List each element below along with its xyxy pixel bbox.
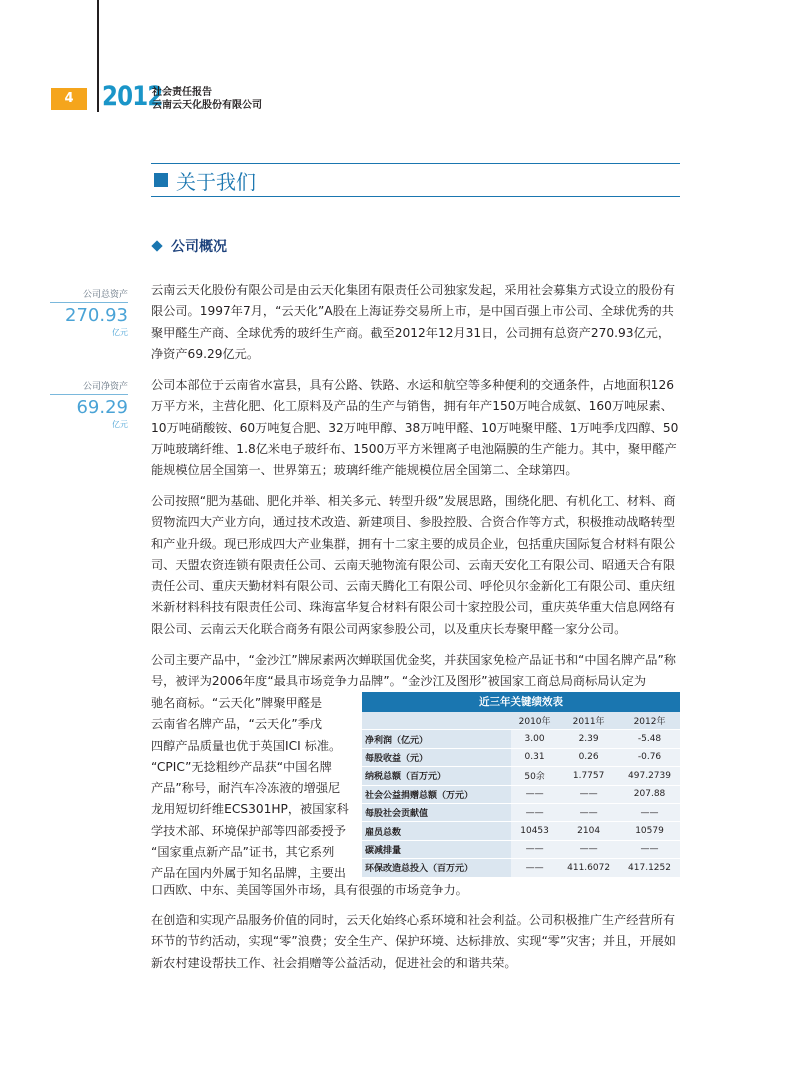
text-line: 龙用短切纤维ECS301HP，被国家科 — [151, 802, 349, 817]
cell: —— — [558, 785, 619, 803]
table-row — [362, 785, 680, 803]
cell: 10579 — [619, 822, 680, 840]
stat-value: 69.29 — [76, 397, 128, 418]
header-cell — [362, 712, 511, 730]
row-label: 净利润（亿元） — [362, 730, 511, 748]
report-year: 2012 — [102, 81, 163, 112]
paragraph-markets: 口西欧、中东、美国等国外市场，具有很强的市场竞争力。 — [151, 883, 468, 897]
cell: —— — [558, 803, 619, 821]
subsection-title: 公司概况 — [171, 239, 227, 255]
header-cell: 2011年 — [558, 712, 619, 730]
paragraph-products-cont — [151, 693, 356, 885]
cell: —— — [558, 840, 619, 858]
table-title: 近三年关键绩效表 — [362, 692, 680, 712]
cell: 50余 — [511, 767, 558, 785]
table-row — [362, 840, 680, 858]
company-name: 云南云天化股份有限公司 — [152, 100, 262, 111]
cell: —— — [619, 803, 680, 821]
table-row — [362, 748, 680, 766]
header-divider — [97, 0, 99, 112]
cell: —— — [511, 859, 558, 877]
row-label: 社会公益捐赠总额（万元） — [362, 785, 511, 803]
cell: —— — [511, 840, 558, 858]
table-row — [362, 730, 680, 748]
text-line: 云南省名牌产品，“云天化”季戊 — [151, 717, 323, 732]
section-heading — [151, 166, 256, 194]
text-line: 产品”称号，耐汽车冷冻液的增强尼 — [151, 781, 341, 796]
subsection-heading — [153, 236, 227, 256]
text-line: 学技术部、环境保护部等四部委授予 — [151, 823, 346, 838]
cell: -0.76 — [619, 748, 680, 766]
stat-value: 270.93 — [65, 305, 128, 326]
cell: 2104 — [558, 822, 619, 840]
text-line: “国家重点新产品”证书，其它系列 — [151, 845, 335, 860]
row-label: 雇员总数 — [362, 822, 511, 840]
paragraph-strategy: 公司按照“肥为基础、肥化并举、相关多元、转型升级”发展思路，围绕化肥、有机化工、材料、商贸物流四大产业方向，通过技术改造、新建项目、参股控股、合资合作等方式，积极推动战略转型和产业升级。现已形成四大产业集群，拥有十二家主要的成员企业，包括重庆国际复合材料有限公司、天盟农资连锁有限责任公司、云南天驰物流有限公司、云南天安化工有限公司、昭通天合有限责任公司、重庆天勤材料有限公司、云南天腾化工有限公司、呼伦贝尔金新化工有限公司、重庆纽米新材料科技有限责任公司、珠海富华复合材料有限公司十家控股公司，重庆英华重大信息网络有限公司、云南云天化联合商务有限公司两家参股公司，以及重庆长寿聚甲醛一家分公司。 — [151, 494, 676, 636]
row-label: 碳减排量 — [362, 840, 511, 858]
paragraph-products: 公司主要产品中，“金沙江”牌尿素两次蝉联国优金奖，并获国家免检产品证书和“中国名牌产品”称号，被评为2006年度“最具市场竞争力品牌”。“金沙江及图形”被国家工商总局商标局认定为 — [151, 653, 676, 689]
text-line: “CPIC”无捻粗纱产品获“中国名牌 — [151, 759, 332, 774]
stat-label: 公司净资产 — [50, 379, 128, 395]
row-label: 每股社会贡献值 — [362, 803, 511, 821]
cell: 2.39 — [558, 730, 619, 748]
table-row — [362, 767, 680, 785]
page-number: 4 — [51, 88, 87, 110]
cell: 1.7757 — [558, 767, 619, 785]
row-label: 每股收益（元） — [362, 748, 511, 766]
header-cell: 2012年 — [619, 712, 680, 730]
stat-unit: 亿元 — [112, 420, 128, 429]
table-row — [362, 822, 680, 840]
paragraph-intro: 云南云天化股份有限公司是由云天化集团有限责任公司独家发起，采用社会募集方式设立的股份有限公司。1997年7月，“云天化”A股在上海证券交易所上市，是中国百强上市公司、全球优秀的共聚甲醛生产商、全球优秀的玻纤生产商。截至2012年12月31日，公司拥有总资产270.93亿元，净资产69.29亿元。 — [151, 283, 676, 361]
stat-label: 公司总资产 — [50, 287, 128, 303]
table-row — [362, 803, 680, 821]
cell: 207.88 — [619, 785, 680, 803]
text-line: 驰名商标。“云天化”牌聚甲醛是 — [151, 696, 323, 710]
cell: 411.6072 — [558, 859, 619, 877]
cell: 3.00 — [511, 730, 558, 748]
cell: 0.31 — [511, 748, 558, 766]
row-label: 纳税总额（百万元） — [362, 767, 511, 785]
stat-net-assets — [50, 379, 128, 430]
section-rule-bottom — [151, 196, 680, 197]
cell: 10453 — [511, 822, 558, 840]
paragraph-location: 公司本部位于云南省水富县，具有公路、铁路、水运和航空等多种便利的交通条件，占地面积126万平方米，主营化肥、化工原料及产品的生产与销售，拥有年产150万吨合成氨、160万吨尿素、10万吨硝酸铵、60万吨复合肥、32万吨甲醇、38万吨甲醛、10万吨聚甲醛、1万吨季戊四醇、50万吨玻璃纤维、1.8亿米电子玻纤布、1500万平方米锂离子电池隔膜的生产能力。其中，聚甲醛产能规模位居全国第一、世界第五；玻璃纤维产能规模位居全国第二、全球第四。 — [151, 378, 679, 478]
cell: 417.1252 — [619, 859, 680, 877]
section-rule-top — [151, 163, 680, 164]
table-header-row — [362, 712, 680, 730]
stat-unit: 亿元 — [112, 328, 128, 337]
cell: 0.26 — [558, 748, 619, 766]
square-bullet-icon — [154, 173, 168, 187]
cell: -5.48 — [619, 730, 680, 748]
kpi-grid — [362, 712, 680, 878]
cell: —— — [511, 785, 558, 803]
report-title: 社会责任报告 — [152, 87, 212, 98]
section-title: 关于我们 — [176, 169, 256, 194]
table-row — [362, 859, 680, 877]
row-label: 环保改造总投入（百万元） — [362, 859, 511, 877]
kpi-table — [362, 692, 680, 878]
cell: —— — [511, 803, 558, 821]
cell: 497.2739 — [619, 767, 680, 785]
paragraph-csr: 在创造和实现产品服务价值的同时，云天化始终心系环境和社会利益。公司积极推广生产经营所有环节的节约活动，实现“零”浪费；安全生产、保护环境、达标排放、实现“零”灾害；并且，开展如新农村建设帮扶工作、社会捐赠等公益活动，促进社会的和谐共荣。 — [151, 913, 676, 970]
header-cell: 2010年 — [511, 712, 558, 730]
text-line: 产品在国内外属于知名品牌，主要出 — [151, 866, 346, 881]
cell: —— — [619, 840, 680, 858]
text-line: 四醇产品质量也优于英国ICI 标准。 — [151, 738, 342, 753]
diamond-bullet-icon — [151, 240, 162, 251]
stat-total-assets — [50, 287, 128, 338]
